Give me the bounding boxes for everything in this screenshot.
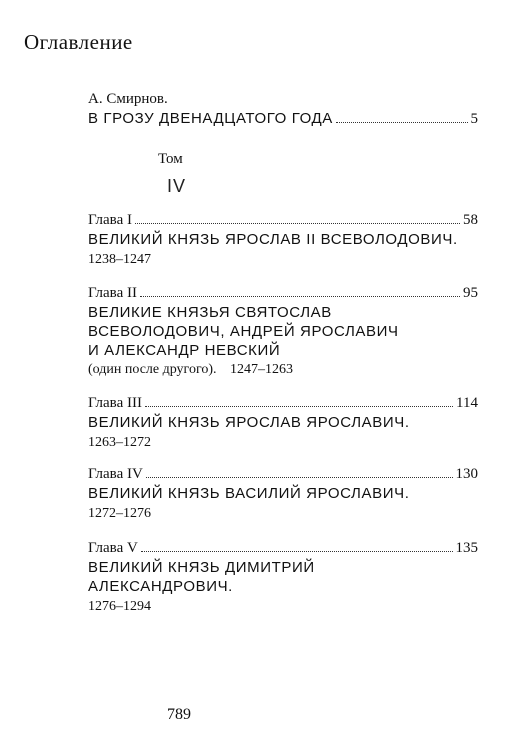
chapter-title-line: И АЛЕКСАНДР НЕВСКИЙ	[88, 342, 281, 359]
chapter-title-line: ВЕЛИКИЕ КНЯЗЬЯ СВЯТОСЛАВ	[88, 304, 332, 321]
chapter-title-line: АЛЕКСАНДРОВИЧ.	[88, 578, 233, 595]
chapter-header-row	[88, 284, 478, 303]
toc-entry-preface[interactable]	[88, 90, 478, 129]
chapter-years: 1263–1272	[88, 435, 151, 450]
dot-leader	[141, 551, 453, 552]
chapter-title: ВЕЛИКИЙ КНЯЗЬ ВАСИЛИЙ ЯРОСЛАВИЧ.	[88, 485, 410, 502]
chapter-title-line: ВСЕВОЛОДОВИЧ, АНДРЕЙ ЯРОСЛАВИЧ	[88, 323, 399, 340]
chapter-label: Глава I	[88, 212, 132, 228]
volume-label: Том	[158, 151, 183, 167]
chapter-years: 1247–1263	[230, 362, 294, 377]
chapter-header-row	[88, 465, 478, 484]
chapter-page-number: 130	[455, 466, 478, 482]
toc-entry-chapter-4[interactable]	[88, 465, 478, 524]
chapter-header-row	[88, 394, 478, 413]
chapter-title: ВЕЛИКИЙ КНЯЗЬ ЯРОСЛАВ II ВСЕВОЛОДОВИЧ.	[88, 231, 458, 248]
chapter-note-row	[88, 360, 478, 380]
chapter-page-number: 114	[456, 395, 478, 411]
dot-leader	[146, 477, 453, 478]
chapter-label: Глава II	[88, 285, 137, 301]
chapter-label: Глава V	[88, 540, 138, 556]
chapter-years: 1238–1247	[88, 252, 151, 267]
chapter-note: (один после другого).	[88, 362, 217, 377]
preface-title: В ГРОЗУ ДВЕНАДЦАТОГО ГОДА	[88, 110, 333, 127]
dot-leader	[336, 122, 468, 123]
volume-number: IV	[167, 176, 187, 196]
chapter-title: ВЕЛИКИЙ КНЯЗЬ ЯРОСЛАВ ЯРОСЛАВИЧ.	[88, 414, 410, 431]
toc-entry-chapter-5[interactable]	[88, 539, 478, 617]
chapter-header-row	[88, 211, 478, 230]
dot-leader	[140, 296, 460, 297]
chapter-years: 1272–1276	[88, 506, 151, 521]
dot-leader	[135, 223, 460, 224]
preface-title-row	[88, 109, 478, 129]
chapter-label: Глава IV	[88, 466, 143, 482]
chapter-years: 1276–1294	[88, 599, 151, 614]
chapter-page-number: 135	[455, 540, 478, 556]
page-number: 789	[167, 706, 191, 723]
chapter-label: Глава III	[88, 395, 142, 411]
chapter-title-line: ВЕЛИКИЙ КНЯЗЬ ДИМИТРИЙ	[88, 559, 315, 576]
toc-entry-chapter-3[interactable]	[88, 394, 478, 453]
preface-page-number: 5	[470, 111, 478, 127]
toc-entry-chapter-2[interactable]	[88, 284, 478, 380]
dot-leader	[145, 406, 453, 407]
chapter-page-number: 58	[463, 212, 478, 228]
page-heading: Оглавление	[24, 30, 133, 54]
preface-author: А. Смирнов.	[88, 91, 168, 107]
toc-entry-chapter-1[interactable]	[88, 211, 478, 270]
chapter-header-row	[88, 539, 478, 558]
chapter-page-number: 95	[463, 285, 478, 301]
